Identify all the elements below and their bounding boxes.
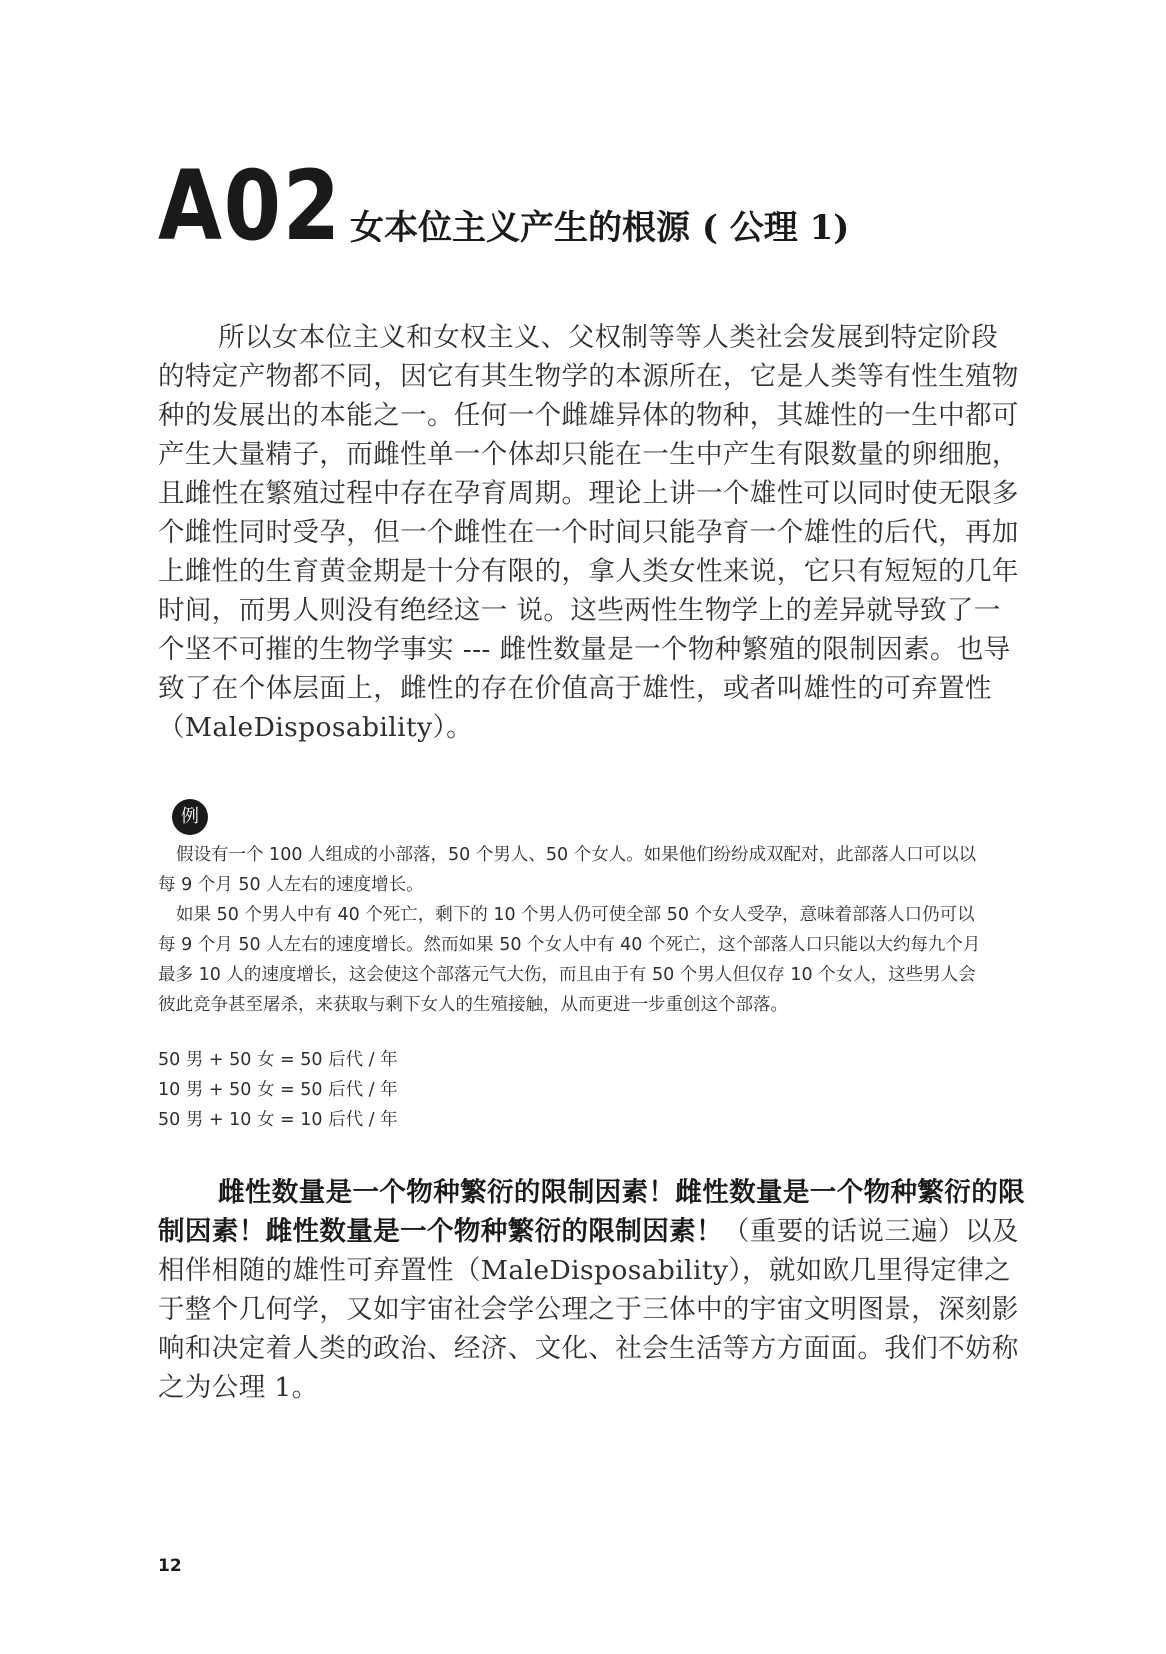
example-line: 如果 50 个男人中有 40 个死亡，剩下的 10 个男人仍可使全部 50 个女人受孕，意味着部落人口仍可以 <box>176 905 975 925</box>
example-text <box>158 840 1018 1020</box>
paragraph-line: 上雌性的生育黄金期是十分有限的，拿人类女性来说，它只有短短的几年 <box>158 556 1019 587</box>
chapter-title: 女本位主义产生的根源 ( 公理 1) <box>350 208 850 248</box>
paragraph-line: （MaleDisposability）。 <box>158 712 473 743</box>
emphasis-line: 雌性数量是一个物种繁衍的限制因素！雌性数量是一个物种繁衍的限 <box>218 1177 1025 1208</box>
paragraph-line: 产生大量精子，而雌性单一个体却只能在一生中产生有限数量的卵细胞， <box>158 439 1019 470</box>
formula-line: 50 男 + 10 女 = 10 后代 / 年 <box>158 1110 398 1130</box>
paragraph-line: 所以女本位主义和女权主义、父权制等等人类社会发展到特定阶段 <box>218 322 999 353</box>
paragraph-line: 个雌性同时受孕，但一个雌性在一个时间只能孕育一个雄性的后代，再加 <box>158 517 1019 548</box>
body-paragraph-1 <box>158 318 1019 747</box>
emphasis-text: 制因素！雌性数量是一个物种繁衍的限制因素！ <box>158 1216 723 1247</box>
example-line: 假设有一个 100 人组成的小部落，50 个男人、50 个女人。如果他们纷纷成双配对，此部落人口可以以 <box>176 845 977 865</box>
example-badge: 例 <box>172 799 208 835</box>
paragraph-line: 且雌性在繁殖过程中存在孕育周期。理论上讲一个雄性可以同时使无限多 <box>158 478 1019 509</box>
paragraph-line: 之为公理 1。 <box>158 1372 319 1403</box>
paragraph-line: 时间，而男人则没有绝经这一 说。这些两性生物学上的差异就导致了一 <box>158 595 1001 626</box>
page-number: 12 <box>158 1556 182 1576</box>
chapter-header <box>158 150 1018 262</box>
paragraph-line <box>158 1212 1019 1251</box>
example-line: 彼此竞争甚至屠杀，来获取与剩下女人的生殖接触，从而更进一步重创这个部落。 <box>158 995 788 1015</box>
formula-list <box>158 1045 558 1135</box>
paragraph-line: 种的发展出的本能之一。任何一个雌雄异体的物种，其雄性的一生中都可 <box>158 400 1019 431</box>
paragraph-line: 个坚不可摧的生物学事实 --- 雌性数量是一个物种繁殖的限制因素。也导 <box>158 634 1011 665</box>
formula-line: 10 男 + 50 女 = 50 后代 / 年 <box>158 1080 398 1100</box>
example-line: 每 9 个月 50 人左右的速度增长。然而如果 50 个女人中有 40 个死亡，这个部落人口只能以大约每九个月 <box>158 935 981 955</box>
body-paragraph-2 <box>158 1173 1025 1407</box>
paragraph-line: 于整个几何学，又如宇宙社会学公理之于三体中的宇宙文明图景，深刻影 <box>158 1294 1019 1325</box>
example-line: 每 9 个月 50 人左右的速度增长。 <box>158 875 424 895</box>
paragraph-line: 的特定产物都不同，因它有其生物学的本源所在，它是人类等有性生殖物 <box>158 361 1019 392</box>
paragraph-line: 相伴相随的雄性可弃置性（MaleDisposability），就如欧几里得定律之 <box>158 1255 1011 1286</box>
paragraph-line: 致了在个体层面上，雌性的存在价值高于雄性，或者叫雄性的可弃置性 <box>158 673 992 704</box>
chapter-code: A02 <box>158 150 342 262</box>
example-line: 最多 10 人的速度增长，这会使这个部落元气大伤，而且由于有 50 个男人但仅存 10 个女人，这些男人会 <box>158 965 976 985</box>
paragraph-text: （重要的话说三遍）以及 <box>722 1216 1019 1247</box>
paragraph-line: 响和决定着人类的政治、经济、文化、社会生活等方方面面。我们不妨称 <box>158 1333 1019 1364</box>
formula-line: 50 男 + 50 女 = 50 后代 / 年 <box>158 1050 398 1070</box>
